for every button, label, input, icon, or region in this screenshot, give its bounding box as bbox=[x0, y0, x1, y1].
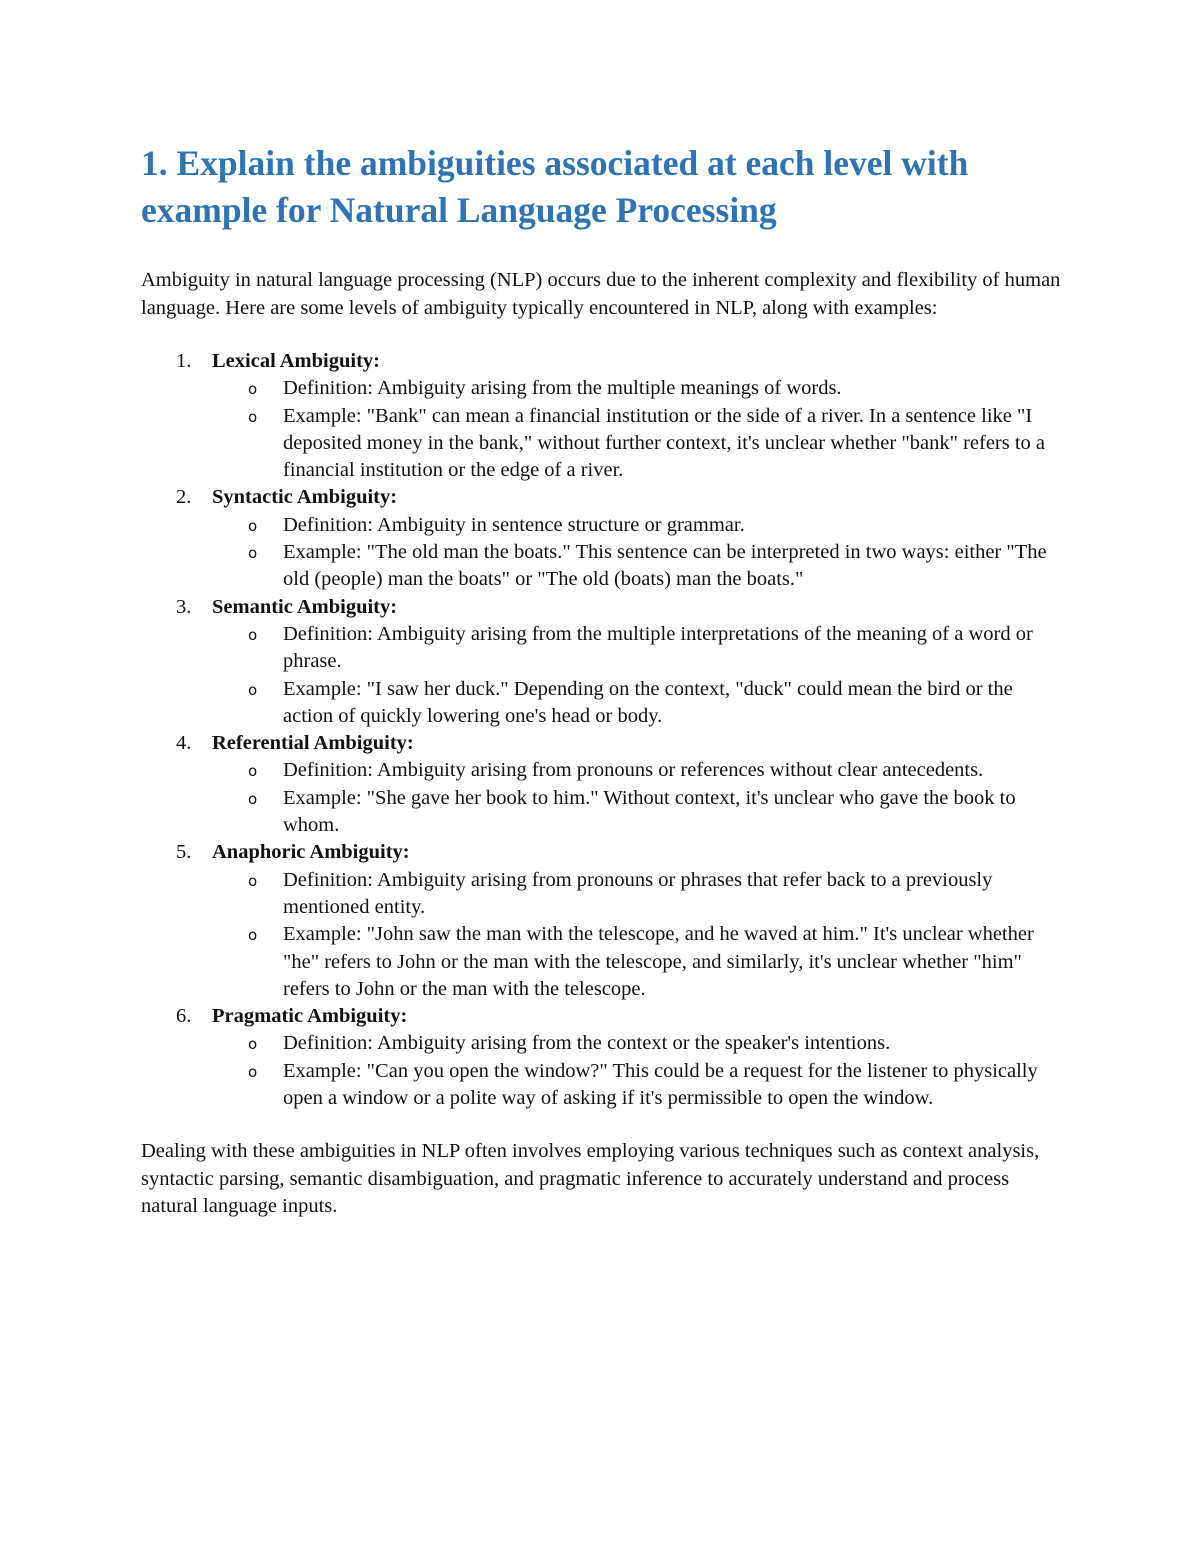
level-lexical bbox=[141, 348, 1066, 484]
list-number: 4. bbox=[176, 732, 192, 755]
page-title: 1. Explain the ambiguities associated at each level with example for Natural Language Processing bbox=[141, 143, 969, 230]
level-details bbox=[212, 867, 1066, 1003]
example-item bbox=[212, 785, 1066, 840]
bullet-icon: o bbox=[248, 789, 258, 808]
level-syntactic bbox=[141, 484, 1066, 593]
bullet-icon: o bbox=[248, 544, 258, 563]
definition-item bbox=[212, 1030, 1066, 1057]
level-title: Referential Ambiguity: bbox=[212, 732, 414, 755]
definition-text: Definition: Ambiguity arising from pronouns or phrases that refer back to a previously mentioned entity. bbox=[283, 868, 993, 918]
definition-text: Definition: Ambiguity arising from pronouns or references without clear antecedents. bbox=[283, 759, 984, 782]
ambiguity-levels-list bbox=[141, 348, 1066, 1112]
level-details bbox=[212, 375, 1066, 484]
definition-item bbox=[212, 375, 1066, 402]
level-title: Anaphoric Ambiguity: bbox=[212, 841, 410, 864]
example-item bbox=[212, 676, 1066, 731]
list-number: 6. bbox=[176, 1005, 192, 1028]
example-item bbox=[212, 1058, 1066, 1113]
level-details bbox=[212, 621, 1066, 730]
definition-item bbox=[212, 867, 1066, 922]
intro-paragraph: Ambiguity in natural language processing (NLP) occurs due to the inherent complexity and flexibility of human language. Here are some levels of ambiguity typically encountered in NLP, along with examples: bbox=[141, 269, 1061, 319]
definition-text: Definition: Ambiguity arising from the multiple interpretations of the meaning of a word or phrase. bbox=[283, 622, 1033, 673]
list-number: 2. bbox=[176, 486, 192, 509]
example-text: Example: "Can you open the window?" This could be a request for the listener to physically open a window or a polite way of asking if it's permissible to open the window. bbox=[283, 1059, 1038, 1110]
level-anaphoric bbox=[141, 839, 1066, 1003]
example-text: Example: "I saw her duck." Depending on the context, "duck" could mean the bird or the action of quickly lowering one's head or body. bbox=[283, 677, 1013, 727]
bullet-icon: o bbox=[248, 871, 258, 890]
definition-item bbox=[212, 621, 1066, 676]
list-number: 1. bbox=[176, 350, 192, 372]
level-title: Semantic Ambiguity: bbox=[212, 595, 398, 618]
list-number: 3. bbox=[176, 595, 192, 618]
level-title: Syntactic Ambiguity: bbox=[212, 486, 398, 509]
example-item bbox=[212, 539, 1066, 594]
level-details bbox=[212, 512, 1066, 594]
definition-item bbox=[212, 512, 1066, 539]
bullet-icon: o bbox=[248, 380, 258, 399]
example-text: Example: "Bank" can mean a financial institution or the side of a river. In a sentence like "I deposited money in the bank," without further context, it's unclear whether "bank" refers to a financial institution or the edge of a river. bbox=[283, 404, 1046, 482]
level-semantic bbox=[141, 594, 1066, 730]
bullet-icon: o bbox=[248, 1062, 258, 1081]
definition-text: Definition: Ambiguity arising from the context or the speaker's intentions. bbox=[283, 1032, 891, 1055]
level-details bbox=[212, 757, 1066, 839]
level-title: Lexical Ambiguity: bbox=[212, 350, 380, 372]
definition-text: Definition: Ambiguity arising from the multiple meanings of words. bbox=[283, 377, 842, 400]
level-pragmatic bbox=[141, 1003, 1066, 1112]
bullet-icon: o bbox=[248, 680, 258, 699]
definition-item bbox=[212, 757, 1066, 784]
example-text: Example: "She gave her book to him." Without context, it's unclear who gave the book to whom. bbox=[283, 786, 1016, 837]
document-page bbox=[141, 140, 1066, 1221]
level-referential bbox=[141, 730, 1066, 839]
level-title: Pragmatic Ambiguity: bbox=[212, 1005, 408, 1028]
example-text: Example: "The old man the boats." This sentence can be interpreted in two ways: either "The old (people) man the boats" or "The old (boats) man the boats." bbox=[283, 541, 1047, 591]
example-item bbox=[212, 403, 1066, 485]
example-text: Example: "John saw the man with the telescope, and he waved at him." It's unclear whether "he" refers to John or the man with the telescope, and similarly, it's unclear whether "him" refers to John or the man with the telescope. bbox=[283, 923, 1034, 1000]
bullet-icon: o bbox=[248, 407, 258, 426]
definition-text: Definition: Ambiguity in sentence structure or grammar. bbox=[283, 513, 745, 536]
bullet-icon: o bbox=[248, 762, 258, 781]
bullet-icon: o bbox=[248, 625, 258, 644]
bullet-icon: o bbox=[248, 516, 258, 535]
conclusion-paragraph: Dealing with these ambiguities in NLP often involves employing various techniques such as context analysis, syntactic parsing, semantic disambiguation, and pragmatic inference to accurately understand and process natural language inputs. bbox=[141, 1140, 1040, 1218]
list-number: 5. bbox=[176, 841, 192, 864]
example-item bbox=[212, 921, 1066, 1003]
bullet-icon: o bbox=[248, 1035, 258, 1054]
level-details bbox=[212, 1030, 1066, 1112]
bullet-icon: o bbox=[248, 926, 258, 945]
